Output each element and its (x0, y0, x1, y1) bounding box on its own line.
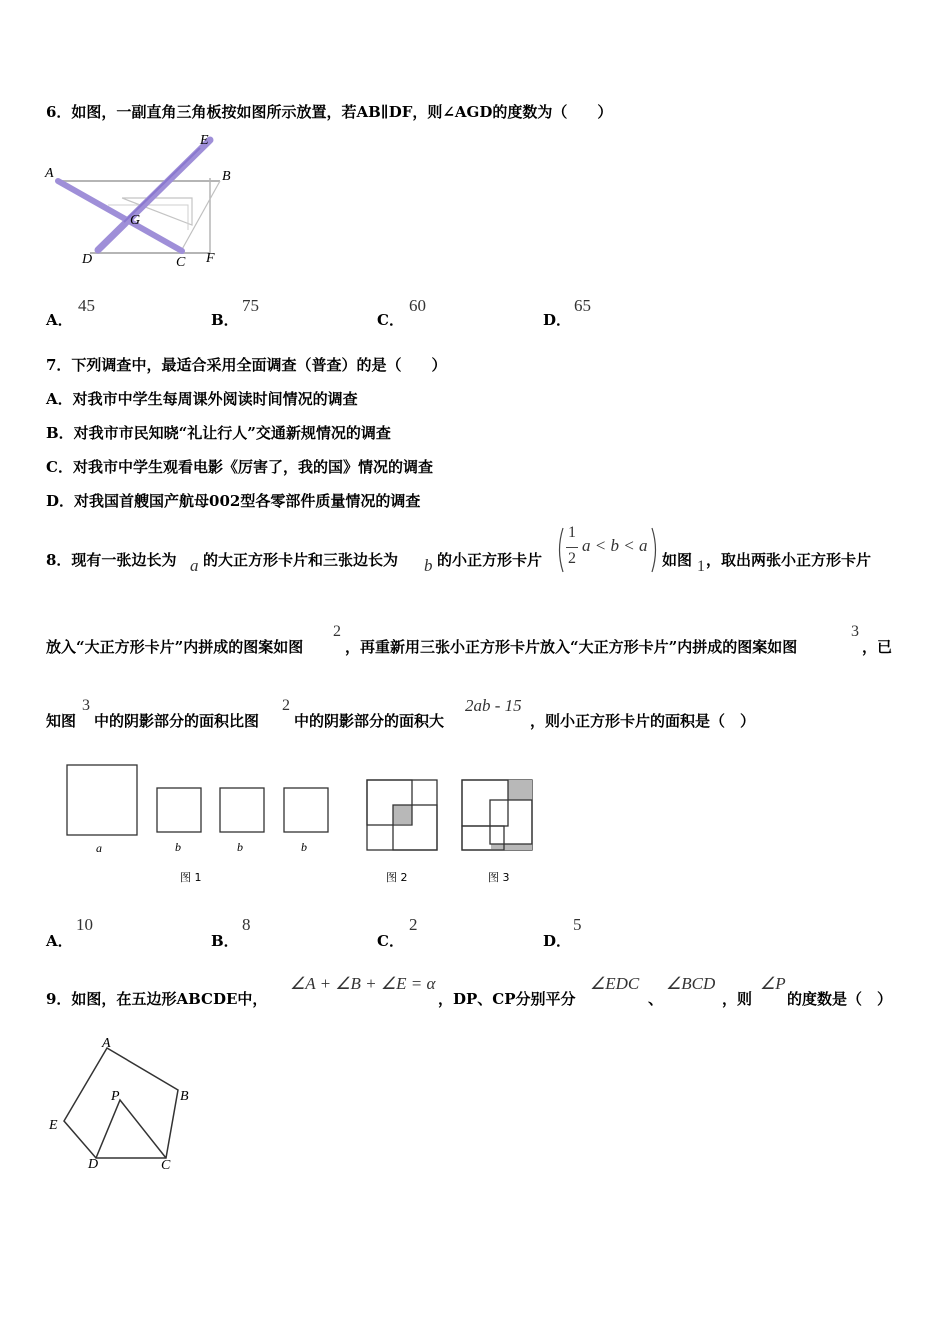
q8-line1-a: 8．现有一张边长为 (46, 551, 177, 569)
q6-label-c: C (176, 255, 186, 270)
q9-label-p: P (111, 1089, 120, 1104)
q8-caption-fig1: 图 1 (180, 871, 202, 884)
q8-expression: 2ab - 15 (465, 696, 522, 715)
q6-strip-de-inner (124, 148, 200, 222)
q8-small-card-3 (284, 788, 328, 832)
q8-fig3-shade-bottom (491, 844, 532, 850)
q8-line1-e: ，取出两张小正方形卡片 (706, 551, 872, 569)
q7-option-b: B．对我市市民知晓“礼让行人”交通新规情况的调查 (46, 424, 391, 442)
q8-line2-b: ，再重新用三张小正方形卡片放入“大正方形卡片”内拼成的图案如图 (345, 638, 798, 656)
q8-fig1-ref: 1 (697, 558, 705, 575)
q8-small-card-2 (220, 788, 264, 832)
q6-option-c-value: 60 (409, 296, 426, 315)
q9-stem-d: 的度数是（ ） (787, 990, 893, 1008)
q8-var-a: a (190, 556, 199, 575)
q8-small-card-1 (157, 788, 201, 832)
q6-label-a: A (45, 166, 54, 181)
q7-option-c: C．对我市中学生观看电影《厉害了，我的国》情况的调查 (46, 458, 433, 476)
q8-option-d-value: 5 (573, 915, 582, 934)
q8-option-c-letter: C． (377, 932, 404, 950)
q8-fig2-ref: 2 (333, 623, 341, 640)
q9-equation: ∠A + ∠B + ∠E = α (290, 974, 436, 993)
q8-big-card (67, 765, 137, 835)
q8-line3-c: 中的阴影部分的面积大 (294, 712, 445, 730)
q9-separator: 、 (648, 990, 664, 1008)
q9-pentagon (64, 1048, 178, 1158)
q8-card-label-b1: b (175, 840, 181, 854)
q6-label-b: B (222, 169, 231, 184)
q9-stem-b: ，DP、CP分别平分 (438, 990, 576, 1008)
q6-label-f: F (206, 251, 215, 266)
q8-caption-fig3: 图 3 (488, 871, 510, 884)
q7-option-a: A．对我市中学生每周课外阅读时间情况的调查 (46, 390, 358, 408)
q6-line-bc (180, 181, 220, 253)
q9-label-b: B (180, 1089, 189, 1104)
q8-card-label-b2: b (237, 840, 243, 854)
q9-bisectors (96, 1100, 166, 1158)
q8-figure (60, 760, 540, 890)
q9-label-e: E (49, 1118, 58, 1133)
q8-line2-a: 放入“大正方形卡片”内拼成的图案如图 (46, 638, 304, 656)
q6-option-b-value: 75 (242, 296, 259, 315)
q8-line3-d: ，则小正方形卡片的面积是（ ） (530, 712, 756, 730)
q6-option-c-letter: C． (377, 311, 404, 329)
q9-angle-bcd: ∠BCD (666, 974, 716, 993)
q8-paren-left (555, 526, 565, 574)
q8-caption-fig2: 图 2 (386, 871, 408, 884)
q9-angle-edc: ∠EDC (590, 974, 640, 993)
q8-card-label-b3: b (301, 840, 307, 854)
q8-frac-num: 1 (568, 524, 576, 541)
q6-figure (40, 130, 240, 270)
q6-stem: 6．如图，一副直角三角板按如图所示放置，若AB∥DF，则∠AGD的度数为（ ） (46, 103, 613, 121)
q8-option-c-value: 2 (409, 915, 418, 934)
q8-line2-c: ，已 (862, 638, 893, 656)
q9-label-a: A (102, 1036, 111, 1051)
q8-inequality: a < b < a (582, 536, 648, 555)
q6-option-a-letter: A． (46, 311, 73, 329)
q9-stem-a: 9．如图，在五边形ABCDE中， (46, 990, 268, 1008)
q8-line3-fig3: 3 (82, 697, 90, 714)
q8-option-b-letter: B． (211, 932, 239, 950)
q6-option-a-value: 45 (78, 296, 95, 315)
q8-line1-b: 的大正方形卡片和三张边长为 (203, 551, 399, 569)
q8-line1-c: 的小正方形卡片 (437, 551, 543, 569)
q8-fig2-overlap (393, 805, 412, 824)
q9-label-d: D (88, 1157, 99, 1172)
q6-label-d: D (82, 252, 93, 267)
q9-label-c: C (161, 1158, 171, 1173)
q8-paren-right (650, 526, 660, 574)
q8-card-label-a: a (96, 841, 102, 855)
q6-option-d-value: 65 (574, 296, 591, 315)
q8-fig3-ref: 3 (851, 623, 859, 640)
q6-option-b-letter: B． (211, 311, 239, 329)
q9-stem-c: ，则 (722, 990, 753, 1008)
q8-frac-bar (566, 547, 578, 548)
q8-var-b: b (424, 556, 433, 575)
q8-option-d-letter: D． (543, 932, 572, 950)
q7-option-d: D．对我国首艘国产航母002型各零部件质量情况的调查 (46, 492, 421, 510)
q8-fig3-shade-top (508, 780, 532, 800)
q8-frac-den: 2 (568, 550, 576, 567)
q8-option-a-letter: A． (46, 932, 73, 950)
q8-line3-fig2: 2 (282, 697, 290, 714)
q7-stem: 7．下列调查中，最适合采用全面调查（普查）的是（ ） (46, 356, 447, 374)
q8-line3-a: 知图 (46, 712, 77, 730)
q6-label-g: G (130, 213, 141, 228)
q9-angle-p: ∠P (760, 974, 786, 993)
q6-label-e: E (200, 133, 209, 148)
q9-figure (40, 1030, 210, 1175)
q8-line3-b: 中的阴影部分的面积比图 (94, 712, 260, 730)
q6-option-d-letter: D． (543, 311, 572, 329)
q8-line1-d: 如图 (662, 551, 693, 569)
q8-option-a-value: 10 (76, 915, 93, 934)
q8-option-b-value: 8 (242, 915, 251, 934)
q6-strip-ac (58, 181, 182, 251)
